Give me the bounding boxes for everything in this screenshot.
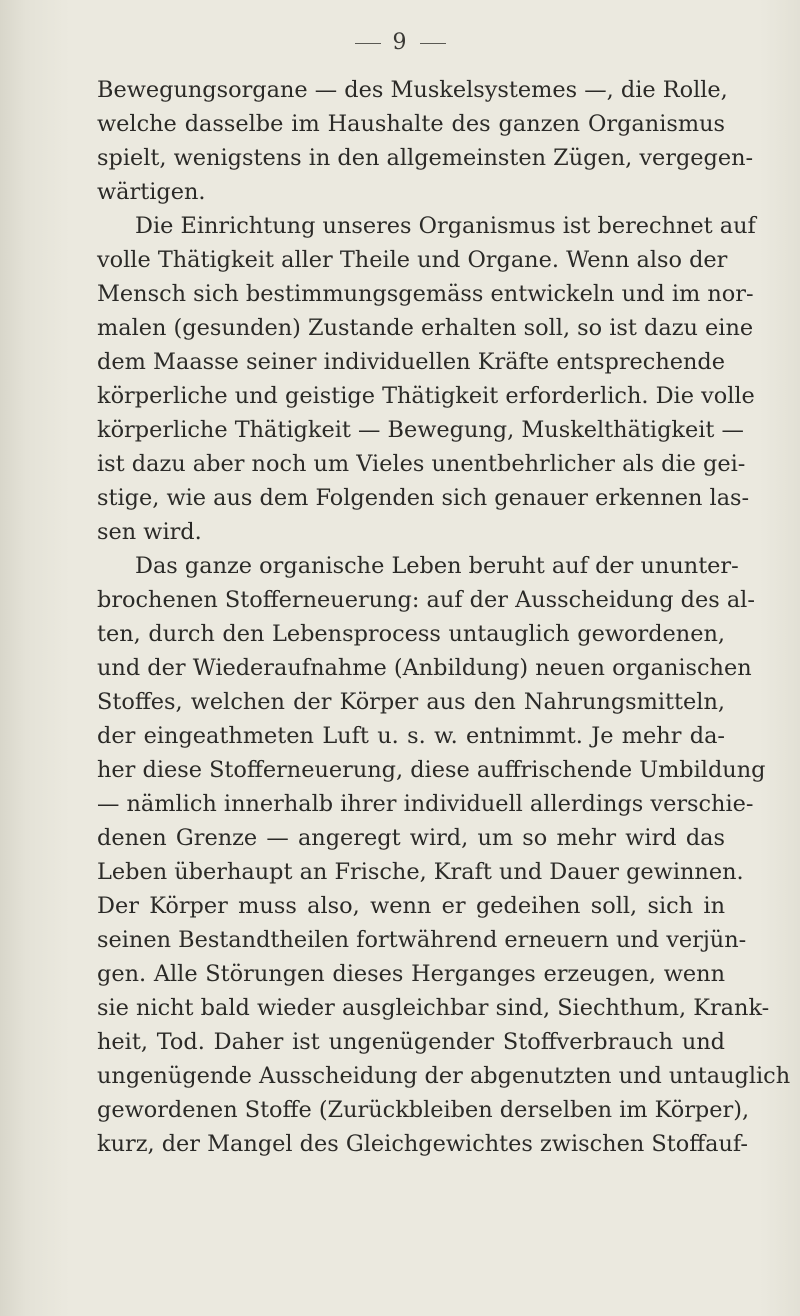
text-line: körperliche Thätigkeit — Bewegung, Muskelthätigkeit — [97, 417, 744, 443]
header-dash-right [420, 43, 446, 44]
text-line: brochenen Stofferneuerung: auf der Ausscheidung des al- [97, 587, 755, 613]
text-line: — nämlich innerhalb ihrer individuell allerdings verschie- [97, 791, 754, 817]
text-line: wärtigen. [97, 179, 206, 205]
text-line: heit, Tod. Daher ist ungenügender Stoffverbrauch und [97, 1029, 725, 1055]
page-number-header [0, 30, 800, 55]
text-line: volle Thätigkeit aller Theile und Organe. Wenn also der [97, 247, 728, 273]
text-line: welche dasselbe im Haushalte des ganzen Organismus [97, 111, 725, 137]
text-line: ten, durch den Lebensprocess untauglich gewordenen, [97, 621, 725, 647]
body-text [97, 73, 791, 1161]
text-line: spielt, wenigstens in den allgemeinsten Zügen, vergegen- [97, 145, 754, 171]
text-line: seinen Bestandtheilen fortwährend erneuern und verjün- [97, 927, 747, 953]
text-line: Stoffes, welchen der Körper aus den Nahrungsmitteln, [97, 689, 725, 715]
text-line: dem Maasse seiner individuellen Kräfte entsprechende [97, 349, 725, 375]
text-line: ist dazu aber noch um Vieles unentbehrlicher als die gei- [97, 451, 746, 477]
header-dash-left [355, 43, 381, 44]
text-line: und der Wiederaufnahme (Anbildung) neuen organischen [97, 655, 752, 681]
text-line: Der Körper muss also, wenn er gedeihen soll, sich in [97, 893, 725, 919]
text-line: gen. Alle Störungen dieses Herganges erzeugen, wenn [97, 961, 725, 987]
text-line: Bewegungsorgane — des Muskelsystemes —, die Rolle, [97, 77, 728, 103]
text-line: Leben überhaupt an Frische, Kraft und Dauer gewinnen. [97, 859, 744, 885]
text-line: kurz, der Mangel des Gleichgewichtes zwischen Stoffauf- [97, 1131, 748, 1157]
text-line: her diese Stofferneuerung, diese auffrischende Umbildung [97, 757, 766, 783]
page-number: 9 [392, 30, 408, 55]
text-line: ungenügende Ausscheidung der abgenutzten und untauglich [97, 1063, 791, 1089]
text-line: malen (gesunden) Zustande erhalten soll, so ist dazu eine [97, 315, 754, 341]
text-line: körperliche und geistige Thätigkeit erforderlich. Die volle [97, 383, 755, 409]
text-line: gewordenen Stoffe (Zurückbleiben derselben im Körper), [97, 1097, 750, 1123]
text-line: denen Grenze — angeregt wird, um so mehr wird das [97, 825, 725, 851]
text-line: sen wird. [97, 519, 202, 545]
text-line: der eingeathmeten Luft u. s. w. entnimmt. Je mehr da- [97, 723, 725, 749]
text-line: sie nicht bald wieder ausgleichbar sind, Siechthum, Krank- [97, 995, 770, 1021]
text-line: Die Einrichtung unseres Organismus ist berechnet auf [135, 213, 756, 239]
text-line: Mensch sich bestimmungsgemäss entwickeln und im nor- [97, 281, 754, 307]
text-line: Das ganze organische Leben beruht auf der ununter- [135, 553, 739, 579]
text-line: stige, wie aus dem Folgenden sich genauer erkennen las- [97, 485, 750, 511]
